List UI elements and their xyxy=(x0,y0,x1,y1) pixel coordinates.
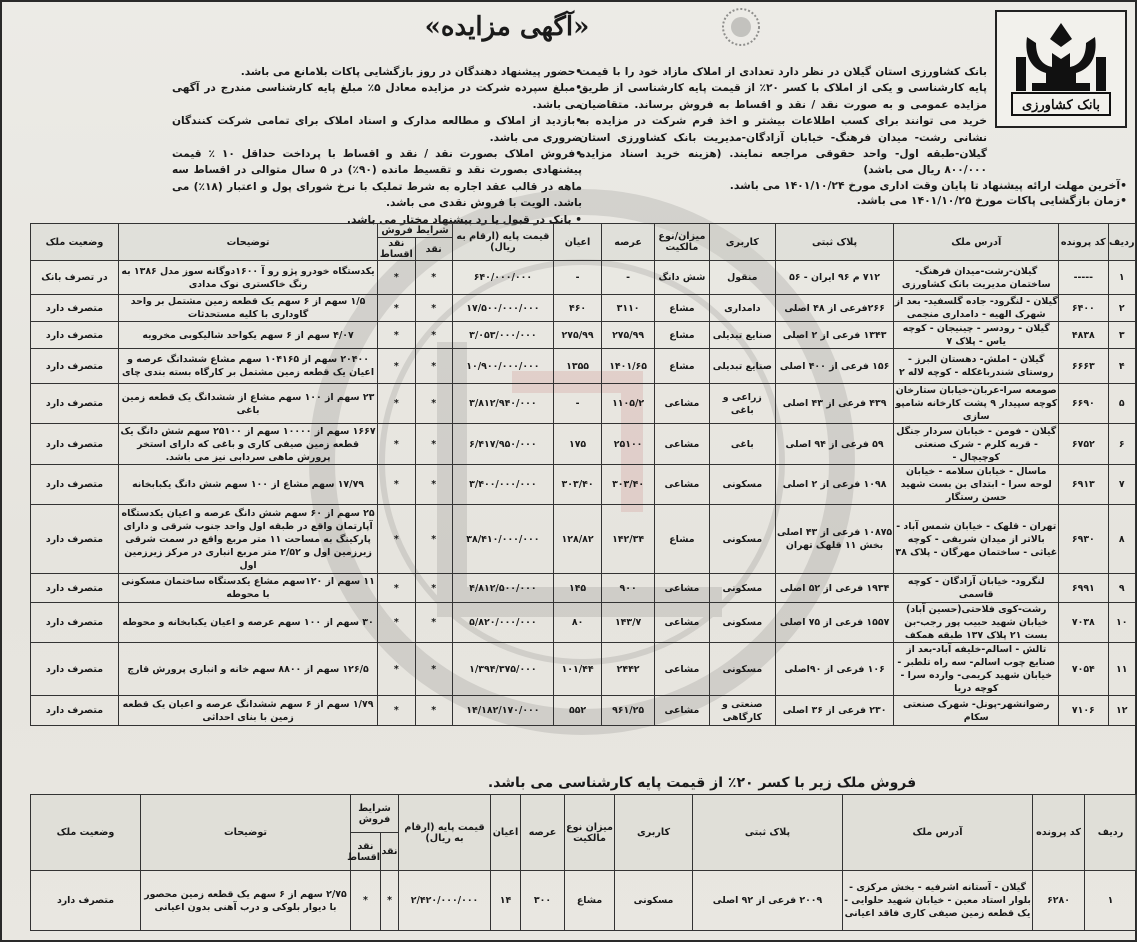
cell-plaque: ۱۵۵۷ فرعی از ۷۵ اصلی xyxy=(775,603,894,643)
cell-address: تالش - اسالم-خلیفه آباد-بعد از صنایع چوب اسالم- سه راه تلطبر - خیابان شهید کریمی- وارده سرا - کوچه دریا xyxy=(894,643,1059,696)
cell-file-code: ۶۴۰۰ xyxy=(1059,295,1108,322)
header-cash: نقد xyxy=(415,238,452,261)
table-row xyxy=(31,295,1136,322)
bank-logo xyxy=(995,10,1127,128)
cell-status: در تصرف بانک xyxy=(31,261,119,295)
cell-status: متصرف دارد xyxy=(31,295,119,322)
bank-logo-emblem-icon xyxy=(1002,17,1120,121)
cell-description: ۲/۷۵ سهم از ۶ سهم یک قطعه زمین محصور با دیوار بلوکی و درب آهنی بدون اعیانی xyxy=(141,871,351,931)
cell-cash: * xyxy=(381,871,399,931)
discount-header-cash: نقد xyxy=(381,833,399,871)
cell-cash: * xyxy=(415,505,452,574)
intro-paragraph: بانک کشاورزی استان گیلان در نظر دارد تعدادی از املاک مازاد خود را با قیمت پایه کارشناسی و یکی از املاک با کسر ۲۰٪ از قیمت پایه کارشناسی از طریق مزایده عمومی و به صورت نقد / نقد و اقساط به فروش برساند. متقاضیان خرید می توانند برای کسب اطلاعات بیشتر و اخذ فرم شرکت در مزایده به نشانی رشت- میدان فرهنگ- خیابان آزادگان-مدیریت بانک کشاورزی استان گیلان-طبقه اول- واحد حقوقی مراجعه نمایند. (هزینه خرید اسناد مزایده ۸۰۰/۰۰۰ ریال می باشد) xyxy=(579,66,987,177)
cell-building: ۲۷۵/۹۹ xyxy=(553,322,601,349)
cell-status: متصرف دارد xyxy=(31,505,119,574)
cell-area: ۱۱۰۵/۲ xyxy=(602,384,655,424)
header-usage: کاربری xyxy=(709,224,775,261)
discount-header-area: عرصه xyxy=(521,795,565,871)
cell-building: ۱۴۵ xyxy=(553,574,601,603)
cell-ownership: مشاعی xyxy=(654,424,709,465)
header-sale-terms: شرایط فروش xyxy=(378,224,453,238)
cell-status: متصرف دارد xyxy=(31,465,119,505)
cell-area: ۲۷۵/۹۹ xyxy=(602,322,655,349)
cell-plaque: ۲۰۰۹ فرعی از ۹۲ اصلی xyxy=(693,871,843,931)
cell-usage: منقول xyxy=(709,261,775,295)
cell-plaque: ۲۶۶فرعی از ۴۸ اصلی xyxy=(775,295,894,322)
table-row xyxy=(31,322,1136,349)
cell-cash: * xyxy=(415,322,452,349)
cell-building: ۱۲۸/۸۲ xyxy=(553,505,601,574)
header-building: اعیان xyxy=(553,224,601,261)
cell-cash-installment: * xyxy=(351,871,381,931)
cell-file-code: ۴۸۳۸ xyxy=(1059,322,1108,349)
cell-status: متصرف دارد xyxy=(31,603,119,643)
cell-address: ماسال - خیابان سلامه - خیابان لوحه سرا - ابتدای بن بست شهید حسن رستگار xyxy=(894,465,1059,505)
table-row xyxy=(31,696,1136,726)
cell-cash-installment: * xyxy=(378,349,415,384)
header-plaque: پلاک ثبتی xyxy=(775,224,894,261)
cell-ownership: مشاعی xyxy=(654,696,709,726)
header-area: عرصه xyxy=(602,224,655,261)
cell-building: ۱۰۱/۴۴ xyxy=(553,643,601,696)
cell-base-price: ۳/۸۱۲/۹۴۰/۰۰۰ xyxy=(452,384,553,424)
cell-area: ۲۴۴۲ xyxy=(602,643,655,696)
cell-row-no: ۱ xyxy=(1108,261,1135,295)
discount-section-title: فروش ملک زیر با کسر ۲۰٪ از قیمت پایه کارشناسی می باشد. xyxy=(487,775,917,791)
cell-base-price: ۳/۴۰۰/۰۰۰/۰۰۰ xyxy=(452,465,553,505)
discount-header-ownership: میزان نوع مالکیت xyxy=(565,795,615,871)
cell-base-price: ۵/۸۲۰/۰۰۰/۰۰۰ xyxy=(452,603,553,643)
properties-table xyxy=(30,223,1136,726)
bank-logo-text: بانک کشاورزی xyxy=(1021,98,1101,113)
discount-header-row-no: ردیف xyxy=(1085,795,1137,871)
cell-cash-installment: * xyxy=(378,322,415,349)
cell-address: گیلان - آستانه اشرفیه - بخش مرکزی - بلوار استاد معین - خیابان شهید حلوایی - یک قطعه زمین صیفی کاری فاقد اعیانی xyxy=(843,871,1033,931)
table-row xyxy=(31,603,1136,643)
cell-ownership: مشاعی xyxy=(654,574,709,603)
cell-base-price: ۲/۴۲۰/۰۰۰/۰۰۰ xyxy=(399,871,491,931)
cell-usage: مسکونی xyxy=(709,465,775,505)
cell-cash: * xyxy=(415,574,452,603)
cell-usage: مسکونی xyxy=(709,643,775,696)
condition-item: •مبلغ سپرده شرکت در مزایده معادل ۵٪ مبلغ پایه کارشناسی مندرج در آگهی می باشد. xyxy=(172,82,583,111)
cell-cash: * xyxy=(415,261,452,295)
cell-description: ۱/۵ سهم از ۶ سهم یک قطعه زمین مشتمل بر واحد گاوداری با کلیه مستحدثات xyxy=(118,295,377,322)
cell-building: ۱۷۵ xyxy=(553,424,601,465)
discount-header-status: وضعیت ملک xyxy=(31,795,141,871)
cell-status: متصرف دارد xyxy=(31,322,119,349)
condition-item: •حضور پیشنهاد دهندگان در روز بازگشایی پاکات بلامانع می باشد. xyxy=(240,66,582,78)
cell-plaque: ۱۰۹۸ فرعی از ۲ اصلی xyxy=(775,465,894,505)
cell-usage: مسکونی xyxy=(615,871,693,931)
cell-area: ۳۰۳/۴۰ xyxy=(602,465,655,505)
cell-base-price: ۳۸/۴۱۰/۰۰۰/۰۰۰ xyxy=(452,505,553,574)
cell-address: صومعه سرا-عربان-خیابان ستارخان کوچه سپیدار ۹ پشت کارخانه شامپو سازی xyxy=(895,385,1058,422)
discount-header-plaque: پلاک ثبتی xyxy=(693,795,843,871)
header-ownership: میزان/نوع مالکیت xyxy=(654,224,709,261)
cell-base-price: ۱۷/۵۰۰/۰۰۰/۰۰۰ xyxy=(452,295,553,322)
cell-status: متصرف دارد xyxy=(31,349,119,384)
cell-usage: زراعی و باغی xyxy=(709,384,775,424)
conditions-list xyxy=(172,64,582,228)
discount-header-description: توضیحات xyxy=(141,795,351,871)
cell-status: متصرف دارد xyxy=(31,643,119,696)
cell-plaque: ۱۳۴۳ فرعی از ۲ اصلی xyxy=(775,322,894,349)
cell-row-no: ۱ xyxy=(1085,871,1137,931)
cell-building: ۴۶۰ xyxy=(553,295,601,322)
cell-area: ۹۰۰ xyxy=(602,574,655,603)
cell-usage: صنایع تبدیلی xyxy=(709,349,775,384)
cell-cash-installment: * xyxy=(378,295,415,322)
deadline-opening: •زمان بازگشایی پاکات مورخ ۱۴۰۱/۱۰/۲۵ می باشد. xyxy=(856,194,1127,207)
discount-header-file-code: کد پرونده xyxy=(1033,795,1085,871)
cell-file-code: ۶۶۹۰ xyxy=(1059,384,1108,424)
discount-header-building: اعیان xyxy=(491,795,521,871)
cell-building: ۳۰۳/۴۰ xyxy=(553,465,601,505)
cell-usage: مسکونی xyxy=(709,603,775,643)
table-row xyxy=(31,465,1136,505)
cell-description: ۱/۷۹ سهم از ۶ سهم ششدانگ عرصه و اعیان یک قطعه زمین با بنای احداثی xyxy=(118,696,377,726)
cell-area: ۹۶۱/۲۵ xyxy=(602,696,655,726)
cell-cash-installment: * xyxy=(378,505,415,574)
cell-row-no: ۱۲ xyxy=(1108,696,1135,726)
cell-ownership: مشاع xyxy=(654,295,709,322)
cell-status: متصرف دارد xyxy=(31,384,119,424)
cell-file-code: ۷۰۵۴ xyxy=(1059,643,1108,696)
cell-base-price: ۴/۸۱۲/۵۰۰/۰۰۰ xyxy=(452,574,553,603)
page-title: «آگهی مزایده» xyxy=(424,12,590,42)
cell-building: ۱۴ xyxy=(491,871,521,931)
discount-header-cash-installment: نقد اقساط xyxy=(351,833,381,871)
cell-building: ۵۵۲ xyxy=(553,696,601,726)
table-row xyxy=(31,261,1136,295)
cell-description: ۱۲۶/۵ سهم از ۸۸۰۰ سهم خانه و انباری پرورش قارچ xyxy=(118,643,377,696)
cell-status: متصرف دارد xyxy=(31,574,119,603)
cell-cash-installment: * xyxy=(378,465,415,505)
cell-plaque: ۴۳۹ فرعی از ۴۳ اصلی xyxy=(775,384,894,424)
cell-plaque: ۲۳۰ فرعی از ۳۶ اصلی xyxy=(775,696,894,726)
cell-ownership: مشاع xyxy=(654,505,709,574)
cell-cash: * xyxy=(415,465,452,505)
cell-cash-installment: * xyxy=(378,261,415,295)
cell-status: متصرف دارد xyxy=(31,424,119,465)
cell-file-code: ۶۲۸۰ xyxy=(1033,871,1085,931)
cell-building: ۸۰ xyxy=(553,603,601,643)
cell-building: - xyxy=(553,384,601,424)
table-row xyxy=(31,349,1136,384)
cell-description: ۴/۰۷ سهم از ۶ سهم یکواحد شالیکوبی مخروبه xyxy=(118,322,377,349)
cell-usage: مسکونی xyxy=(709,574,775,603)
discount-header-base-price: قیمت پایه (ارقام به ریال) xyxy=(399,795,491,871)
cell-address: تهران - قلهک - خیابان شمس آباد - بالاتر از میدان شریفی - کوچه غیاثی - ساختمان مهرگان - پلاک ۳۸ xyxy=(894,505,1059,574)
cell-file-code: ۶۶۶۳ xyxy=(1059,349,1108,384)
cell-status: متصرف دارد xyxy=(31,871,141,931)
cell-address: گیلان - فومن - خیابان سردار جنگل - قریه کلرم - شرک صنعتی کوچیچال - xyxy=(894,424,1059,465)
cell-file-code: ۶۷۵۲ xyxy=(1059,424,1108,465)
header-base-price: قیمت پایه (ارقام به ریال) xyxy=(452,224,553,261)
deadline-offer: •آخرین مهلت ارائه پیشنهاد تا پایان وقت اداری مورخ ۱۴۰۱/۱۰/۲۴ می باشد. xyxy=(729,179,1127,192)
discount-header-sale-terms: شرایط فروش xyxy=(351,795,399,833)
cell-cash: * xyxy=(415,295,452,322)
header-description: توضیحات xyxy=(118,224,377,261)
table-row xyxy=(31,424,1136,465)
cell-ownership: مشاع xyxy=(654,322,709,349)
cell-usage: مسکونی xyxy=(709,505,775,574)
condition-item: • بانک در قبول یا رد پیشنهاد مختار می باشد. xyxy=(346,213,582,226)
cell-file-code: ۶۹۱۳ xyxy=(1059,465,1108,505)
cell-cash-installment: * xyxy=(378,424,415,465)
header-address: آدرس ملک xyxy=(894,224,1059,261)
cell-area: ۳۰۰ xyxy=(521,871,565,931)
cell-cash: * xyxy=(415,603,452,643)
discount-header-usage: کاربری xyxy=(615,795,693,871)
cell-row-no: ۶ xyxy=(1108,424,1135,465)
cell-base-price: ۳/۰۵۳/۰۰۰/۰۰۰ xyxy=(452,322,553,349)
cell-cash: * xyxy=(415,696,452,726)
cell-cash-installment: * xyxy=(378,603,415,643)
cell-description: ۱۶۶۷ سهم از ۱۰۰۰۰ سهم از ۲۵۱۰۰ سهم شش دانگ یک قطعه زمین صیفی کاری و باغی که دارای استخر پرورش ماهی سردابی نیز می باشد. xyxy=(118,424,377,465)
cell-description: ۱۱ سهم از ۱۲۰سهم مشاع یکدستگاه ساختمان مسکونی با محوطه xyxy=(118,574,377,603)
cell-status: متصرف دارد xyxy=(31,696,119,726)
cell-area: - xyxy=(602,261,655,295)
cell-usage: صنایع تبدیلی xyxy=(709,322,775,349)
table-row xyxy=(31,574,1136,603)
cell-ownership: مشاعی xyxy=(654,465,709,505)
header-file-code: کد پرونده xyxy=(1059,224,1108,261)
cell-address: لنگرود- خیابان آزادگان - کوچه قاسمی xyxy=(894,574,1059,603)
cell-address: گیلان - املش- دهستان البرز - روستای شندرباغکله - کوچه لاله ۲ xyxy=(894,349,1059,384)
cell-row-no: ۵ xyxy=(1108,384,1135,424)
cell-area: ۳۱۱۰ xyxy=(602,295,655,322)
cell-cash: * xyxy=(415,424,452,465)
cell-ownership: شش دانگ xyxy=(654,261,709,295)
cell-cash-installment: * xyxy=(378,643,415,696)
table-row xyxy=(31,643,1136,696)
cell-base-price: ۱۴/۱۸۲/۱۷۰/۰۰۰ xyxy=(452,696,553,726)
cell-ownership: مشاعی xyxy=(654,603,709,643)
cell-plaque: ۱۵۶ فرعی از ۴۰۰ اصلی xyxy=(775,349,894,384)
cell-row-no: ۴ xyxy=(1108,349,1135,384)
cell-address: رضوانشهر-پونل- شهرک صنعتی سکام xyxy=(894,696,1059,726)
cell-description: ۲۵ سهم از ۶۰ سهم شش دانگ عرصه و اعیان یکدستگاه آپارتمان واقع در طبقه اول واحد جنوب شرقی و دارای پارکینگ به مساحت ۱۱ متر مربع واقع در سمت شرقی زیرزمین اول و ۲/۵۲ متر مربع انباری در مرکز زیرزمین اول xyxy=(118,505,377,574)
discount-table xyxy=(30,794,1137,931)
cell-ownership: مشاع xyxy=(654,349,709,384)
cell-cash: * xyxy=(415,349,452,384)
header-status: وضعیت ملک xyxy=(31,224,119,261)
cell-plaque: ۱۰۶ فرعی از ۹۰اصلی xyxy=(775,643,894,696)
cell-row-no: ۱۱ xyxy=(1108,643,1135,696)
cell-cash-installment: * xyxy=(378,384,415,424)
cell-building: - xyxy=(553,261,601,295)
cell-base-price: ۱/۳۹۴/۳۷۵/۰۰۰ xyxy=(452,643,553,696)
deadlines xyxy=(707,178,1127,208)
cell-cash-installment: * xyxy=(378,696,415,726)
cell-description: ۱۷/۷۹ سهم مشاع از ۱۰۰ سهم شش دانگ یکبابخانه xyxy=(118,465,377,505)
cell-row-no: ۱۰ xyxy=(1108,603,1135,643)
cell-file-code: ----- xyxy=(1059,261,1108,295)
stamp-seal-icon xyxy=(718,6,764,48)
cell-file-code: ۷۱۰۶ xyxy=(1059,696,1108,726)
condition-item: •فروش املاک بصورت نقد / نقد و اقساط با پرداخت حداقل ۱۰ ٪ قیمت پیشنهادی بصورت نقد و تقسیط مانده (۹۰٪) در ۵ سال متوالی در اقساط سه ماهه در قالب عقد اجاره به شرط تملیک با نرخ شورای پول و اعتبار (۱۸٪) می باشد. الویت با فروش نقدی می باشد. xyxy=(172,148,582,210)
cell-base-price: ۶/۴۱۷/۹۵۰/۰۰۰ xyxy=(452,424,553,465)
cell-ownership: مشاع xyxy=(565,871,615,931)
cell-cash: * xyxy=(415,643,452,696)
cell-address: گیلان - رودسر - چینیجان - کوچه یاس - پلاک ۷ xyxy=(894,322,1059,349)
cell-plaque: ۵۹ فرعی از ۹۴ اصلی xyxy=(775,424,894,465)
header-cash-installment: نقد اقساط xyxy=(378,238,415,261)
cell-file-code: ۷۰۳۸ xyxy=(1059,603,1108,643)
cell-plaque: ۷۱۲ م ۹۶ ایران - ۵۶ xyxy=(775,261,894,295)
cell-description: ۲۳ سهم از ۱۰۰ سهم مشاع از ششدانگ یک قطعه زمین باغی xyxy=(118,384,377,424)
cell-plaque: ۱۰۸۷۵ فرعی از ۴۳ اصلی بخش ۱۱ قلهک تهران xyxy=(775,505,894,574)
cell-row-no: ۸ xyxy=(1108,505,1135,574)
cell-row-no: ۷ xyxy=(1108,465,1135,505)
condition-item: •بازدید از املاک و مطالعه مدارک و اسناد املاک برای تمامی شرکت کنندگان ضروری می باشد. xyxy=(172,115,582,144)
cell-file-code: ۶۹۳۰ xyxy=(1059,505,1108,574)
cell-building: ۱۳۵۵ xyxy=(553,349,601,384)
cell-row-no: ۲ xyxy=(1108,295,1135,322)
cell-area: ۱۴۲/۳۴ xyxy=(602,505,655,574)
discount-table-row xyxy=(31,871,1137,931)
cell-usage: دامداری xyxy=(709,295,775,322)
cell-base-price: ۱۰/۹۰۰/۰۰۰/۰۰۰ xyxy=(452,349,553,384)
cell-area: ۱۴۳/۷ xyxy=(602,603,655,643)
cell-base-price: ۶۴۰/۰۰۰/۰۰۰ xyxy=(452,261,553,295)
cell-ownership: مشاعی xyxy=(654,384,709,424)
cell-description: ۲۰۴۰۰ سهم از ۱۰۴۱۶۵ سهم مشاع ششدانگ عرصه و اعیان یک قطعه زمین مشتمل بر کارگاه بسته بندی چای xyxy=(118,349,377,384)
cell-area: ۱۴۰۱/۶۵ xyxy=(602,349,655,384)
cell-file-code: ۶۹۹۱ xyxy=(1059,574,1108,603)
cell-address: گیلان - لنگرود- جاده گلسفید- بعد از شهرک الهیه - دامداری منجمی xyxy=(894,296,1058,320)
header-row-no: ردیف xyxy=(1108,224,1135,261)
cell-address: رشت-کوی فلاحتی(حسین آباد) خیابان شهید حبیب پور رجب-بن بست ۲۱ پلاک ۱۳۷ طبقه همکف xyxy=(894,603,1059,643)
cell-usage: باغی xyxy=(709,424,775,465)
cell-description: یکدستگاه خودرو پژو رو آ ۱۶۰۰دوگانه سوز مدل ۱۳۸۶ به رنگ خاکستری نوک مدادی xyxy=(118,261,377,295)
table-row xyxy=(31,384,1136,424)
cell-area: ۲۵۱۰۰ xyxy=(602,424,655,465)
cell-description: ۳۰ سهم از ۱۰۰ سهم عرصه و اعیان یکبابخانه و محوطه xyxy=(118,603,377,643)
cell-cash-installment: * xyxy=(378,574,415,603)
table-row xyxy=(31,505,1136,574)
cell-row-no: ۳ xyxy=(1108,322,1135,349)
cell-usage: صنعتی و کارگاهی xyxy=(709,696,775,726)
cell-cash: * xyxy=(415,384,452,424)
cell-plaque: ۱۹۳۴ فرعی از ۵۲ اصلی xyxy=(775,574,894,603)
cell-address: گیلان-رشت-میدان فرهنگ- ساختمان مدیریت بانک کشاورزی xyxy=(894,261,1059,295)
discount-header-address: آدرس ملک xyxy=(843,795,1033,871)
cell-row-no: ۹ xyxy=(1108,574,1135,603)
cell-ownership: مشاعی xyxy=(654,643,709,696)
